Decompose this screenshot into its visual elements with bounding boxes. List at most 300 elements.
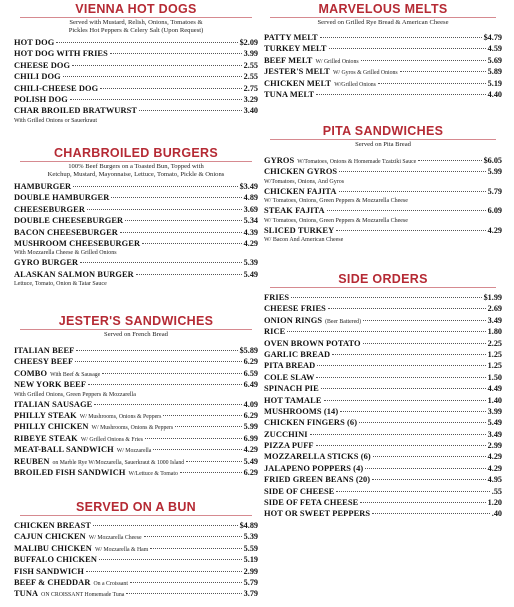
item-note: W/ Bacon And American Cheese — [264, 236, 344, 243]
dot-leader — [378, 83, 486, 84]
menu-item-name: JESTER'S MELT — [264, 67, 330, 77]
menu-item-price: 2.55 — [243, 72, 258, 82]
menu-item-row — [264, 360, 502, 371]
menu-item-price: 5.69 — [487, 55, 502, 65]
dot-leader — [372, 513, 490, 514]
menu-item-price: $1.99 — [483, 293, 502, 302]
menu-item-price: $6.05 — [483, 156, 502, 165]
menu-item-name: CHICKEN FINGERS (6) — [264, 418, 358, 428]
menu-item-price: 3.40 — [243, 106, 258, 116]
item-note: With Mozzarella Cheese & Grilled Onions — [14, 250, 117, 257]
menu-item-row — [264, 383, 502, 394]
dot-leader — [88, 384, 242, 385]
menu-item-row — [264, 349, 502, 360]
section-served-on-a-bun — [14, 500, 258, 600]
menu-item-row — [14, 345, 258, 356]
menu-item-name: CHILI DOG — [14, 72, 61, 82]
dot-leader — [339, 171, 485, 172]
menu-item-row — [14, 181, 258, 192]
menu-item-price: 5.39 — [243, 258, 258, 268]
menu-item-price: 3.49 — [487, 315, 502, 325]
menu-item-price: 2.99 — [487, 441, 502, 451]
dot-leader — [324, 400, 486, 401]
dot-leader — [418, 160, 481, 161]
dot-leader — [93, 525, 238, 526]
dot-leader — [76, 350, 237, 351]
menu-item-price: 6.99 — [243, 433, 258, 443]
menu-item-description: With Beef & Sausage — [50, 371, 101, 378]
menu-item-row — [264, 315, 502, 326]
title-divider — [20, 161, 252, 162]
dot-leader — [73, 186, 237, 187]
menu-item-row — [264, 338, 502, 349]
menu-item-name: CHICKEN BREAST — [14, 521, 92, 530]
menu-item-price: 5.34 — [243, 216, 258, 226]
menu-item-row — [14, 421, 258, 432]
dot-leader — [163, 415, 241, 416]
item-list — [264, 205, 502, 216]
menu-item-description: W/ Grilled Onions & Fries — [80, 436, 143, 443]
item-list — [264, 32, 502, 100]
menu-item-name: COLE SLAW — [264, 372, 315, 382]
menu-item-name: FISH SANDWICH — [14, 566, 84, 576]
dot-leader — [111, 197, 241, 198]
dot-leader — [180, 472, 242, 473]
menu-item-row — [14, 444, 258, 455]
menu-item-row — [14, 566, 258, 577]
menu-item-name: HOT OR SWEET PEPPERS — [264, 509, 371, 519]
title-divider — [270, 17, 496, 18]
dot-leader — [175, 426, 241, 427]
menu-item-price: $4.79 — [483, 33, 502, 42]
menu-item-name: REUBEN — [14, 456, 50, 466]
menu-item-price: 5.99 — [487, 167, 502, 177]
item-note: W/ Tomatoes, Onions, Green Peppers & Mozzarella Cheese — [264, 198, 408, 205]
menu-item-price: 4.29 — [243, 238, 258, 248]
section-title: JESTER'S SANDWICHES — [58, 314, 214, 328]
dot-leader — [56, 42, 237, 43]
dot-leader — [145, 438, 242, 439]
menu-item-name: MUSHROOMS (14) — [264, 406, 339, 416]
menu-item-price: 1.25 — [487, 361, 502, 371]
menu-item-name: CHEESEBURGER — [14, 204, 86, 214]
menu-item-name: PITA BREAD — [264, 361, 316, 371]
dot-leader — [400, 71, 486, 72]
menu-item-price: 6.29 — [243, 410, 258, 420]
menu-item-name: STEAK FAJITA — [264, 206, 325, 216]
section-title: MARVELOUS MELTS — [318, 2, 448, 16]
section-subtitle: Ketchup, Mustard, Mayonnaise, Lettuce, Tomato, Pickle & Onions — [47, 171, 225, 178]
section-title: VIENNA HOT DOGS — [75, 2, 197, 16]
menu-item-name: RIBEYE STEAK — [14, 433, 78, 443]
menu-item-price: 6.49 — [243, 380, 258, 390]
section-subtitle: Pickles Hot Peppers & Celery Salt (Upon Request) — [68, 27, 204, 34]
menu-item-price: 3.29 — [243, 94, 258, 104]
menu-item-price: $3.49 — [239, 182, 258, 191]
section-jesters-sandwiches — [14, 314, 258, 478]
dot-leader — [340, 411, 485, 412]
dot-leader — [336, 491, 489, 492]
menu-item-name: PIZZA PUFF — [264, 441, 314, 451]
menu-item-row — [264, 429, 502, 440]
menu-item-price: 4.95 — [487, 475, 502, 485]
menu-item-price: 4.59 — [487, 44, 502, 54]
section-subtitle: Served on French Bread — [104, 331, 168, 338]
menu-item-name: CHICKEN GYROS — [264, 167, 338, 177]
menu-item-price: 5.49 — [243, 456, 258, 466]
menu-item-price: 6.09 — [487, 206, 502, 216]
dot-leader — [70, 99, 242, 100]
menu-item-price: 2.69 — [487, 304, 502, 314]
section-subtitle: Served with Mustard, Relish, Onions, Tomatoes & — [69, 19, 203, 26]
dot-leader — [80, 262, 242, 263]
menu-item-name: BACON CHEESEBURGER — [14, 227, 118, 237]
menu-item-row — [14, 368, 258, 379]
menu-item-row — [14, 531, 258, 542]
title-divider — [270, 287, 496, 288]
menu-item-description: W/Lettuce & Tomato — [128, 470, 178, 477]
menu-item-name: PHILLY CHICKEN — [14, 422, 89, 432]
item-list — [264, 155, 502, 178]
menu-item-row — [14, 379, 258, 390]
menu-item-price: $2.09 — [239, 38, 258, 47]
dot-leader — [94, 404, 241, 405]
menu-item-row — [264, 205, 502, 216]
item-list — [14, 399, 258, 479]
menu-item-row — [14, 227, 258, 238]
dot-leader — [320, 37, 482, 38]
dot-leader — [363, 320, 486, 321]
menu-item-row — [14, 60, 258, 71]
menu-item-price: 6.59 — [243, 368, 258, 378]
menu-item-name: MOZZARELLA STICKS (6) — [264, 452, 371, 462]
menu-item-name: CHEESY BEEF — [14, 357, 74, 367]
dot-leader — [75, 361, 241, 362]
menu-item-price: 5.19 — [487, 78, 502, 88]
dot-leader — [126, 593, 241, 594]
menu-item-row — [14, 543, 258, 554]
menu-item-price: 4.29 — [243, 445, 258, 455]
menu-item-name: GARLIC BREAD — [264, 349, 331, 359]
menu-item-price: 5.49 — [487, 418, 502, 428]
menu-item-description: W/ Mushrooms, Onions & Peppers — [79, 413, 162, 420]
dot-leader — [359, 422, 486, 423]
dot-leader — [363, 343, 486, 344]
menu-item-price: 5.39 — [243, 532, 258, 542]
section-subtitle: Served on Grilled Rye Bread & American Cheese — [317, 19, 449, 26]
menu-item-description: W/ Mozzarella — [116, 448, 152, 455]
dot-leader — [120, 232, 242, 233]
menu-item-name: TUNA — [14, 589, 39, 599]
menu-item-description: On a Croissant — [93, 580, 128, 587]
menu-item-name: RICE — [264, 327, 286, 337]
section-title: SIDE ORDERS — [338, 272, 428, 286]
item-list — [264, 292, 502, 520]
dot-leader — [99, 559, 242, 560]
section-title: PITA SANDWICHES — [322, 124, 444, 138]
dot-leader — [110, 53, 242, 54]
menu-item-price: 4.49 — [487, 384, 502, 394]
menu-item-name: CHILI-CHEESE DOG — [14, 83, 99, 93]
menu-item-row — [264, 395, 502, 406]
dot-leader — [125, 220, 242, 221]
menu-item-price: 6.29 — [243, 467, 258, 477]
menu-item-row — [264, 474, 502, 485]
menu-item-row — [14, 520, 258, 531]
menu-item-price: 5.19 — [243, 555, 258, 565]
title-divider — [20, 515, 252, 516]
section-title: SERVED ON A BUN — [75, 500, 197, 514]
menu-item-name: BEEF & CHEDDAR — [14, 577, 91, 587]
item-list — [14, 257, 258, 280]
menu-item-row — [14, 269, 258, 280]
title-divider — [20, 329, 252, 330]
menu-item-name: DOUBLE HAMBURGER — [14, 193, 110, 203]
menu-item-price: 3.79 — [243, 589, 258, 599]
menu-item-name: FRIED GREEN BEANS (20) — [264, 475, 371, 485]
menu-item-price: 3.99 — [487, 406, 502, 416]
menu-item-name: ITALIAN BEEF — [14, 346, 75, 355]
menu-item-price: 2.55 — [243, 60, 258, 70]
dot-leader — [63, 76, 242, 77]
menu-item-name: HOT TAMALE — [264, 395, 322, 405]
menu-item-description: W/ Mushrooms, Onions & Peppers — [91, 425, 174, 432]
menu-item-row — [14, 71, 258, 82]
section-title: CHARBROILED BURGERS — [53, 146, 219, 160]
dot-leader — [72, 65, 242, 66]
menu-item-name: SIDE OF FETA CHEESE — [264, 498, 359, 508]
menu-item-row — [14, 48, 258, 59]
dot-leader — [87, 209, 242, 210]
menu-item-price: .55 — [491, 486, 502, 496]
dot-leader — [316, 445, 486, 446]
menu-item-name: TUNA MELT — [264, 89, 315, 99]
menu-item-row — [264, 43, 502, 54]
menu-item-description: W/Grilled Onions — [334, 81, 376, 88]
dot-leader — [365, 468, 485, 469]
item-list — [14, 37, 258, 117]
menu-item-description: (Beer Battered) — [325, 318, 361, 325]
menu-item-name: ZUCCHINI — [264, 429, 308, 439]
menu-item-name: CHAR BROILED BRATWURST — [14, 106, 138, 116]
menu-item-row — [14, 215, 258, 226]
menu-item-price: 4.40 — [487, 89, 502, 99]
menu-item-row — [14, 399, 258, 410]
dot-leader — [142, 243, 242, 244]
menu-item-row — [264, 155, 502, 166]
dot-leader — [102, 373, 241, 374]
menu-item-row — [14, 577, 258, 588]
item-list — [14, 345, 258, 391]
menu-item-price: 4.39 — [243, 227, 258, 237]
menu-item-description: W/ Mozzarella & Ham — [94, 546, 149, 553]
item-note: W/Tomatoes, Onions, And Gyros — [264, 178, 345, 185]
menu-item-row — [264, 417, 502, 428]
menu-item-price: $5.89 — [239, 346, 258, 355]
menu-item-price: 5.89 — [487, 67, 502, 77]
menu-item-name: BEEF MELT — [264, 55, 313, 65]
menu-item-row — [14, 105, 258, 116]
menu-item-price: .40 — [491, 509, 502, 519]
section-hot-dogs — [14, 2, 258, 125]
dot-leader — [186, 461, 241, 462]
menu-item-row — [264, 32, 502, 43]
menu-item-row — [14, 410, 258, 421]
section-marvelous-melts — [264, 2, 502, 100]
menu-item-price: 4.29 — [487, 225, 502, 235]
menu-item-price: 4.89 — [243, 193, 258, 203]
menu-item-row — [14, 192, 258, 203]
menu-item-row — [264, 89, 502, 100]
menu-item-price: 1.25 — [487, 349, 502, 359]
menu-item-row — [264, 292, 502, 303]
menu-item-price: 5.79 — [487, 186, 502, 196]
dot-leader — [336, 230, 485, 231]
menu-item-description: on Marble Rye W/Mozzarella, Sauerkraut & 1000 Island — [52, 459, 185, 466]
menu-item-price: 4.09 — [243, 399, 258, 409]
item-note: W/ Tomatoes, Onions, Green Peppers & Mozzarella Cheese — [264, 217, 408, 224]
menu-item-price: 1.40 — [487, 395, 502, 405]
menu-item-name: MEAT-BALL SANDWICH — [14, 445, 114, 455]
menu-item-row — [14, 356, 258, 367]
section-subtitle: 100% Beef Burgers on a Toasted Bun, Topped with — [68, 163, 204, 170]
menu-item-row — [264, 508, 502, 519]
section-pita-sandwiches — [264, 124, 502, 244]
dot-leader — [361, 60, 486, 61]
menu-item-price: 3.99 — [243, 49, 258, 59]
menu-item-row — [264, 406, 502, 417]
menu-item-price: 4.29 — [487, 463, 502, 473]
menu-item-name: GYROS — [264, 156, 295, 165]
menu-item-row — [14, 257, 258, 268]
menu-item-name: ITALIAN SAUSAGE — [14, 399, 93, 409]
menu-item-row — [264, 303, 502, 314]
dot-leader — [130, 582, 242, 583]
menu-item-price: 3.49 — [487, 429, 502, 439]
menu-item-price: 2.75 — [243, 83, 258, 93]
item-note: With Grilled Onions, Green Peppers & Mozzarella — [14, 391, 136, 398]
section-subtitle: Served on Pita Bread — [355, 141, 411, 148]
menu-item-price: $4.89 — [239, 521, 258, 530]
menu-item-price: 4.29 — [487, 452, 502, 462]
dot-leader — [100, 88, 241, 89]
menu-item-row — [14, 467, 258, 478]
title-divider — [270, 139, 496, 140]
menu-item-description: W/ Gyros & Grilled Onions — [332, 70, 398, 77]
dot-leader — [139, 110, 242, 111]
menu-item-row — [14, 204, 258, 215]
dot-leader — [317, 365, 485, 366]
menu-item-name: SIDE OF CHEESE — [264, 486, 335, 496]
section-burgers — [14, 146, 258, 288]
menu-item-price: 1.20 — [487, 498, 502, 508]
item-list — [264, 186, 502, 197]
dot-leader — [339, 191, 486, 192]
menu-item-name: HOT DOG WITH FRIES — [14, 49, 108, 59]
menu-item-name: MALIBU CHICKEN — [14, 543, 92, 553]
menu-item-name: HAMBURGER — [14, 182, 72, 191]
menu-item-price: 6.29 — [243, 357, 258, 367]
item-list — [14, 520, 258, 600]
dot-leader — [328, 308, 486, 309]
dot-leader — [373, 456, 486, 457]
menu-item-row — [264, 326, 502, 337]
menu-item-row — [264, 186, 502, 197]
menu-item-row — [14, 83, 258, 94]
menu-item-name: CHICKEN FAJITA — [264, 186, 337, 196]
menu-item-name: CHEESE FRIES — [264, 304, 326, 314]
menu-item-name: JALAPENO POPPERS (4) — [264, 463, 364, 473]
menu-item-row — [264, 486, 502, 497]
menu-item-price: 1.80 — [487, 327, 502, 337]
menu-item-row — [264, 372, 502, 383]
dot-leader — [86, 571, 242, 572]
menu-item-name: ALASKAN SALMON BURGER — [14, 269, 134, 279]
menu-item-description: ON CROISSANT Homemade Tuna — [41, 592, 125, 599]
menu-item-name: DOUBLE CHEESEBURGER — [14, 216, 124, 226]
menu-item-name: GYRO BURGER — [14, 258, 79, 268]
menu-item-name: PATTY MELT — [264, 33, 318, 42]
dot-leader — [316, 94, 486, 95]
menu-item-name: MUSHROOM CHEESEBURGER — [14, 238, 141, 248]
dot-leader — [372, 479, 485, 480]
menu-item-name: SLICED TURKEY — [264, 225, 335, 235]
menu-item-name: COMBO — [14, 368, 48, 378]
menu-item-price: 2.99 — [243, 566, 258, 576]
menu-item-name: NEW YORK BEEF — [14, 380, 87, 390]
menu-item-price: 1.50 — [487, 372, 502, 382]
dot-leader — [153, 449, 241, 450]
dot-leader — [136, 274, 242, 275]
menu-item-row — [14, 456, 258, 467]
menu-item-name: FRIES — [264, 293, 290, 302]
dot-leader — [321, 388, 486, 389]
menu-item-row — [264, 451, 502, 462]
menu-item-row — [264, 55, 502, 66]
dot-leader — [329, 48, 486, 49]
dot-leader — [150, 548, 241, 549]
menu-item-row — [14, 433, 258, 444]
menu-item-name: CHICKEN MELT — [264, 78, 332, 88]
menu-item-name: CHEESE DOG — [14, 60, 71, 70]
menu-item-row — [14, 94, 258, 105]
menu-item-description: W/ Mozzarella Cheese — [88, 535, 142, 542]
menu-item-name: HOT DOG — [14, 38, 55, 47]
menu-item-price: 2.25 — [487, 338, 502, 348]
menu-item-name: SPINACH PIE — [264, 384, 319, 394]
item-list — [264, 225, 502, 236]
dot-leader — [291, 297, 481, 298]
dot-leader — [144, 536, 242, 537]
menu-item-description: W/Tomatoes, Onions & Homemade Tzatziki Sauce — [297, 159, 417, 165]
menu-item-name: BUFFALO CHICKEN — [14, 555, 98, 565]
section-side-orders — [264, 272, 502, 520]
menu-item-row — [14, 238, 258, 249]
menu-item-row — [264, 497, 502, 508]
menu-item-name: ONION RINGS — [264, 315, 323, 325]
menu-item-name: POLISH DOG — [14, 94, 68, 104]
menu-item-name: PHILLY STEAK — [14, 410, 77, 420]
menu-item-row — [264, 225, 502, 236]
dot-leader — [287, 331, 485, 332]
menu-item-row — [14, 588, 258, 599]
menu-item-row — [264, 66, 502, 77]
item-note: With Grilled Onions or Sauerkraut — [14, 117, 98, 124]
title-divider — [20, 17, 252, 18]
menu-item-row — [14, 37, 258, 48]
dot-leader — [332, 354, 486, 355]
dot-leader — [327, 210, 486, 211]
